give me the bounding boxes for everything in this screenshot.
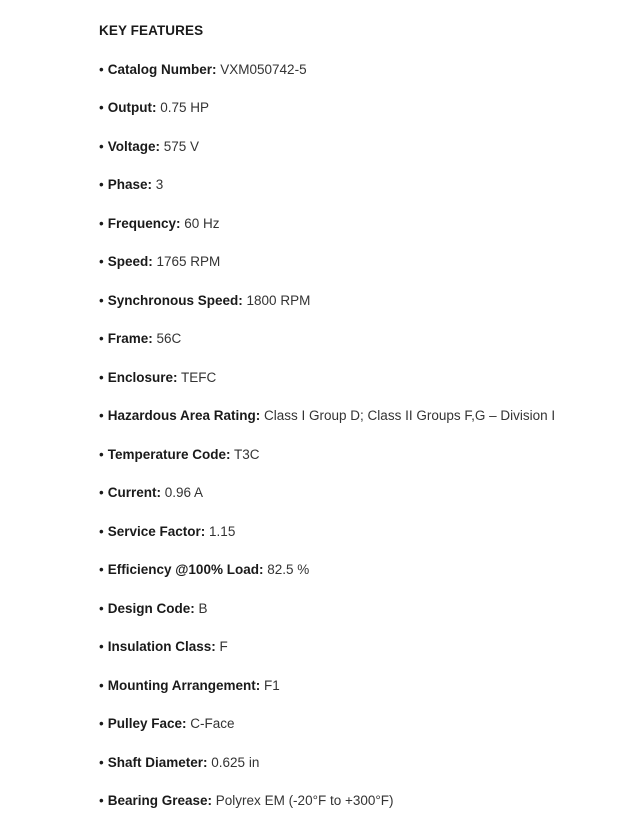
feature-item bbox=[99, 59, 629, 81]
feature-item bbox=[99, 174, 629, 196]
feature-label: Temperature Code: bbox=[107, 446, 231, 462]
feature-item bbox=[99, 136, 629, 158]
bullet-glyph: • bbox=[99, 61, 104, 77]
feature-label: Hazardous Area Rating: bbox=[107, 408, 261, 423]
bullet-glyph: • bbox=[99, 292, 104, 308]
feature-value: C-Face bbox=[190, 716, 235, 731]
feature-item bbox=[99, 598, 629, 620]
bullet-glyph: • bbox=[99, 677, 104, 693]
feature-item bbox=[99, 636, 629, 658]
bullet-glyph: • bbox=[99, 716, 104, 731]
bullet-glyph: • bbox=[99, 254, 104, 269]
feature-value: 0.625 in bbox=[211, 754, 260, 770]
feature-item bbox=[99, 213, 629, 235]
feature-value: 575 V bbox=[163, 138, 200, 154]
feature-label: Catalog Number: bbox=[107, 61, 217, 77]
feature-value: TEFC bbox=[181, 369, 217, 385]
feature-value: 56C bbox=[156, 331, 182, 346]
bullet-glyph: • bbox=[99, 369, 104, 385]
feature-item bbox=[99, 290, 629, 312]
feature-label: Output: bbox=[107, 100, 157, 115]
feature-label: Service Factor: bbox=[107, 523, 206, 539]
bullet-glyph: • bbox=[99, 639, 104, 654]
feature-item bbox=[99, 367, 629, 389]
feature-item bbox=[99, 251, 629, 273]
feature-value: 0.96 A bbox=[164, 485, 204, 500]
bullet-glyph: • bbox=[99, 523, 104, 539]
feature-item bbox=[99, 521, 629, 543]
feature-label: Insulation Class: bbox=[107, 639, 216, 654]
bullet-glyph: • bbox=[99, 138, 104, 154]
feature-item bbox=[99, 328, 629, 350]
feature-value: 1800 RPM bbox=[246, 292, 311, 308]
bullet-glyph: • bbox=[99, 793, 104, 808]
bullet-glyph: • bbox=[99, 446, 104, 462]
feature-item bbox=[99, 675, 629, 697]
feature-label: Mounting Arrangement: bbox=[107, 677, 261, 693]
bullet-glyph: • bbox=[99, 215, 104, 231]
section-heading: KEY FEATURES bbox=[99, 23, 204, 38]
bullet-glyph: • bbox=[99, 562, 104, 577]
feature-value: 60 Hz bbox=[184, 215, 220, 231]
bullet-glyph: • bbox=[99, 331, 104, 346]
feature-label: Speed: bbox=[107, 254, 153, 269]
feature-label: Pulley Face: bbox=[107, 716, 187, 731]
feature-label: Phase: bbox=[107, 177, 153, 192]
feature-label: Current: bbox=[107, 485, 161, 500]
feature-value: F1 bbox=[264, 677, 280, 693]
bullet-glyph: • bbox=[99, 408, 104, 423]
feature-label: Design Code: bbox=[107, 600, 195, 616]
feature-value: 82.5 % bbox=[267, 562, 310, 577]
bullet-glyph: • bbox=[99, 600, 104, 616]
feature-label: Frame: bbox=[107, 331, 153, 346]
bullet-glyph: • bbox=[99, 177, 104, 192]
feature-label: Shaft Diameter: bbox=[107, 754, 208, 770]
feature-item bbox=[99, 444, 629, 466]
feature-value: T3C bbox=[234, 446, 260, 462]
feature-label: Frequency: bbox=[107, 215, 181, 231]
feature-value: 1765 RPM bbox=[156, 254, 221, 269]
feature-item bbox=[99, 405, 629, 427]
bullet-glyph: • bbox=[99, 100, 104, 115]
feature-value: Class I Group D; Class II Groups F,G – Division I bbox=[264, 408, 556, 423]
feature-item bbox=[99, 790, 629, 812]
feature-value: 1.15 bbox=[209, 523, 236, 539]
feature-value: 0.75 HP bbox=[160, 100, 210, 115]
feature-label: Synchronous Speed: bbox=[107, 292, 243, 308]
feature-label: Enclosure: bbox=[107, 369, 178, 385]
feature-label: Efficiency @100% Load: bbox=[107, 562, 264, 577]
feature-label: Bearing Grease: bbox=[107, 793, 213, 808]
feature-value: Polyrex EM (-20°F to +300°F) bbox=[215, 793, 394, 808]
feature-label: Voltage: bbox=[107, 138, 160, 154]
bullet-glyph: • bbox=[99, 485, 104, 500]
bullet-glyph: • bbox=[99, 754, 104, 770]
feature-list bbox=[99, 59, 629, 813]
feature-value: VXM050742-5 bbox=[220, 61, 307, 77]
feature-item bbox=[99, 713, 629, 735]
feature-value: 3 bbox=[155, 177, 164, 192]
feature-item bbox=[99, 97, 629, 119]
feature-value: F bbox=[219, 639, 228, 654]
key-features-section bbox=[99, 20, 629, 829]
feature-item bbox=[99, 559, 629, 581]
feature-item bbox=[99, 752, 629, 774]
feature-value: B bbox=[198, 600, 208, 616]
feature-item bbox=[99, 482, 629, 504]
